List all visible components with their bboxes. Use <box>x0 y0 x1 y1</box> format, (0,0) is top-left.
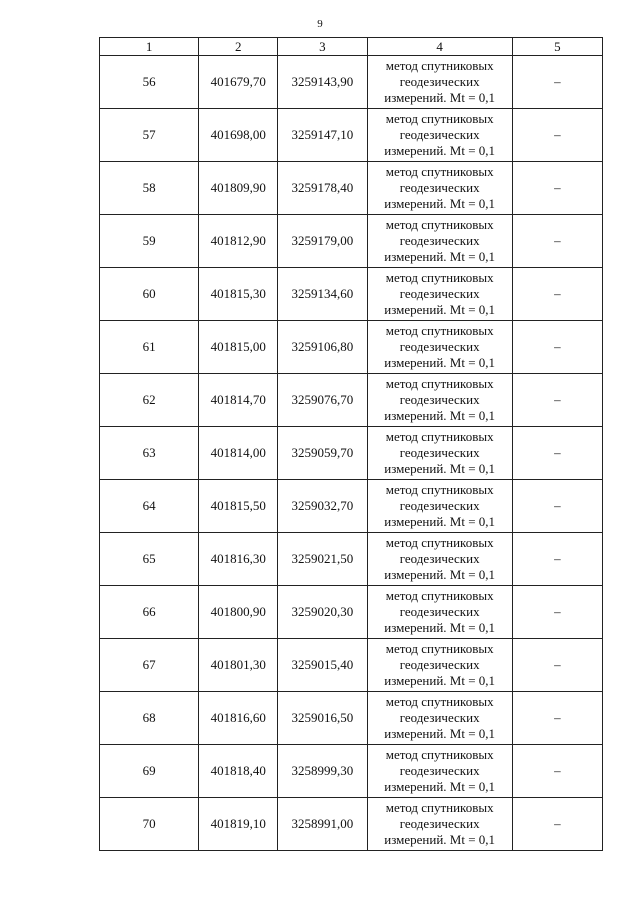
method-cell: метод спутниковых геодезических измерений. Mt = 0,1 <box>367 374 512 427</box>
table-row <box>100 427 603 480</box>
point-number-cell: 68 <box>100 692 199 745</box>
method-cell: метод спутниковых геодезических измерений. Mt = 0,1 <box>367 56 512 109</box>
y-coordinate-cell: 3259015,40 <box>278 639 367 692</box>
note-cell: – <box>512 586 602 639</box>
method-cell: метод спутниковых геодезических измерений. Mt = 0,1 <box>367 480 512 533</box>
method-cell: метод спутниковых геодезических измерений. Mt = 0,1 <box>367 321 512 374</box>
point-number-cell: 61 <box>100 321 199 374</box>
method-cell: метод спутниковых геодезических измерений. Mt = 0,1 <box>367 586 512 639</box>
note-cell: – <box>512 374 602 427</box>
point-number-cell: 64 <box>100 480 199 533</box>
y-coordinate-cell: 3259016,50 <box>278 692 367 745</box>
table-row <box>100 692 603 745</box>
page-number: 9 <box>317 18 323 30</box>
x-coordinate-cell: 401809,90 <box>199 162 278 215</box>
y-coordinate-cell: 3259134,60 <box>278 268 367 321</box>
note-cell: – <box>512 639 602 692</box>
y-coordinate-cell: 3258999,30 <box>278 745 367 798</box>
note-cell: – <box>512 692 602 745</box>
point-number-cell: 65 <box>100 533 199 586</box>
method-cell: метод спутниковых геодезических измерений. Mt = 0,1 <box>367 109 512 162</box>
note-cell: – <box>512 268 602 321</box>
table-row <box>100 798 603 851</box>
point-number-cell: 62 <box>100 374 199 427</box>
method-cell: метод спутниковых геодезических измерений. Mt = 0,1 <box>367 533 512 586</box>
column-header-5: 5 <box>512 38 602 56</box>
y-coordinate-cell: 3259178,40 <box>278 162 367 215</box>
column-header-4: 4 <box>367 38 512 56</box>
point-number-cell: 66 <box>100 586 199 639</box>
note-cell: – <box>512 533 602 586</box>
table-row <box>100 586 603 639</box>
y-coordinate-cell: 3259076,70 <box>278 374 367 427</box>
x-coordinate-cell: 401815,00 <box>199 321 278 374</box>
x-coordinate-cell: 401816,30 <box>199 533 278 586</box>
method-cell: метод спутниковых геодезических измерений. Mt = 0,1 <box>367 798 512 851</box>
table-row <box>100 321 603 374</box>
x-coordinate-cell: 401814,70 <box>199 374 278 427</box>
table-row <box>100 374 603 427</box>
x-coordinate-cell: 401698,00 <box>199 109 278 162</box>
x-coordinate-cell: 401801,30 <box>199 639 278 692</box>
y-coordinate-cell: 3259106,80 <box>278 321 367 374</box>
table-row <box>100 533 603 586</box>
table-row <box>100 639 603 692</box>
note-cell: – <box>512 745 602 798</box>
method-cell: метод спутниковых геодезических измерений. Mt = 0,1 <box>367 639 512 692</box>
point-number-cell: 59 <box>100 215 199 268</box>
table-row <box>100 56 603 109</box>
table-row <box>100 745 603 798</box>
column-header-3: 3 <box>278 38 367 56</box>
x-coordinate-cell: 401816,60 <box>199 692 278 745</box>
y-coordinate-cell: 3258991,00 <box>278 798 367 851</box>
y-coordinate-cell: 3259147,10 <box>278 109 367 162</box>
x-coordinate-cell: 401819,10 <box>199 798 278 851</box>
note-cell: – <box>512 56 602 109</box>
note-cell: – <box>512 480 602 533</box>
point-number-cell: 56 <box>100 56 199 109</box>
x-coordinate-cell: 401800,90 <box>199 586 278 639</box>
y-coordinate-cell: 3259020,30 <box>278 586 367 639</box>
column-header-2: 2 <box>199 38 278 56</box>
point-number-cell: 67 <box>100 639 199 692</box>
table-row <box>100 215 603 268</box>
y-coordinate-cell: 3259143,90 <box>278 56 367 109</box>
method-cell: метод спутниковых геодезических измерений. Mt = 0,1 <box>367 427 512 480</box>
note-cell: – <box>512 427 602 480</box>
table-row <box>100 480 603 533</box>
point-number-cell: 60 <box>100 268 199 321</box>
x-coordinate-cell: 401814,00 <box>199 427 278 480</box>
y-coordinate-cell: 3259032,70 <box>278 480 367 533</box>
column-header-1: 1 <box>100 38 199 56</box>
y-coordinate-cell: 3259021,50 <box>278 533 367 586</box>
y-coordinate-cell: 3259059,70 <box>278 427 367 480</box>
header-row <box>100 38 603 56</box>
method-cell: метод спутниковых геодезических измерений. Mt = 0,1 <box>367 215 512 268</box>
y-coordinate-cell: 3259179,00 <box>278 215 367 268</box>
note-cell: – <box>512 162 602 215</box>
point-number-cell: 63 <box>100 427 199 480</box>
method-cell: метод спутниковых геодезических измерений. Mt = 0,1 <box>367 692 512 745</box>
method-cell: метод спутниковых геодезических измерений. Mt = 0,1 <box>367 162 512 215</box>
table-row <box>100 162 603 215</box>
point-number-cell: 70 <box>100 798 199 851</box>
point-number-cell: 69 <box>100 745 199 798</box>
x-coordinate-cell: 401679,70 <box>199 56 278 109</box>
point-number-cell: 58 <box>100 162 199 215</box>
note-cell: – <box>512 215 602 268</box>
x-coordinate-cell: 401815,30 <box>199 268 278 321</box>
x-coordinate-cell: 401815,50 <box>199 480 278 533</box>
note-cell: – <box>512 798 602 851</box>
note-cell: – <box>512 321 602 374</box>
table-row <box>100 109 603 162</box>
table-row <box>100 268 603 321</box>
coordinates-table <box>99 37 603 851</box>
point-number-cell: 57 <box>100 109 199 162</box>
method-cell: метод спутниковых геодезических измерений. Mt = 0,1 <box>367 745 512 798</box>
x-coordinate-cell: 401812,90 <box>199 215 278 268</box>
method-cell: метод спутниковых геодезических измерений. Mt = 0,1 <box>367 268 512 321</box>
note-cell: – <box>512 109 602 162</box>
table-body <box>100 56 603 851</box>
x-coordinate-cell: 401818,40 <box>199 745 278 798</box>
